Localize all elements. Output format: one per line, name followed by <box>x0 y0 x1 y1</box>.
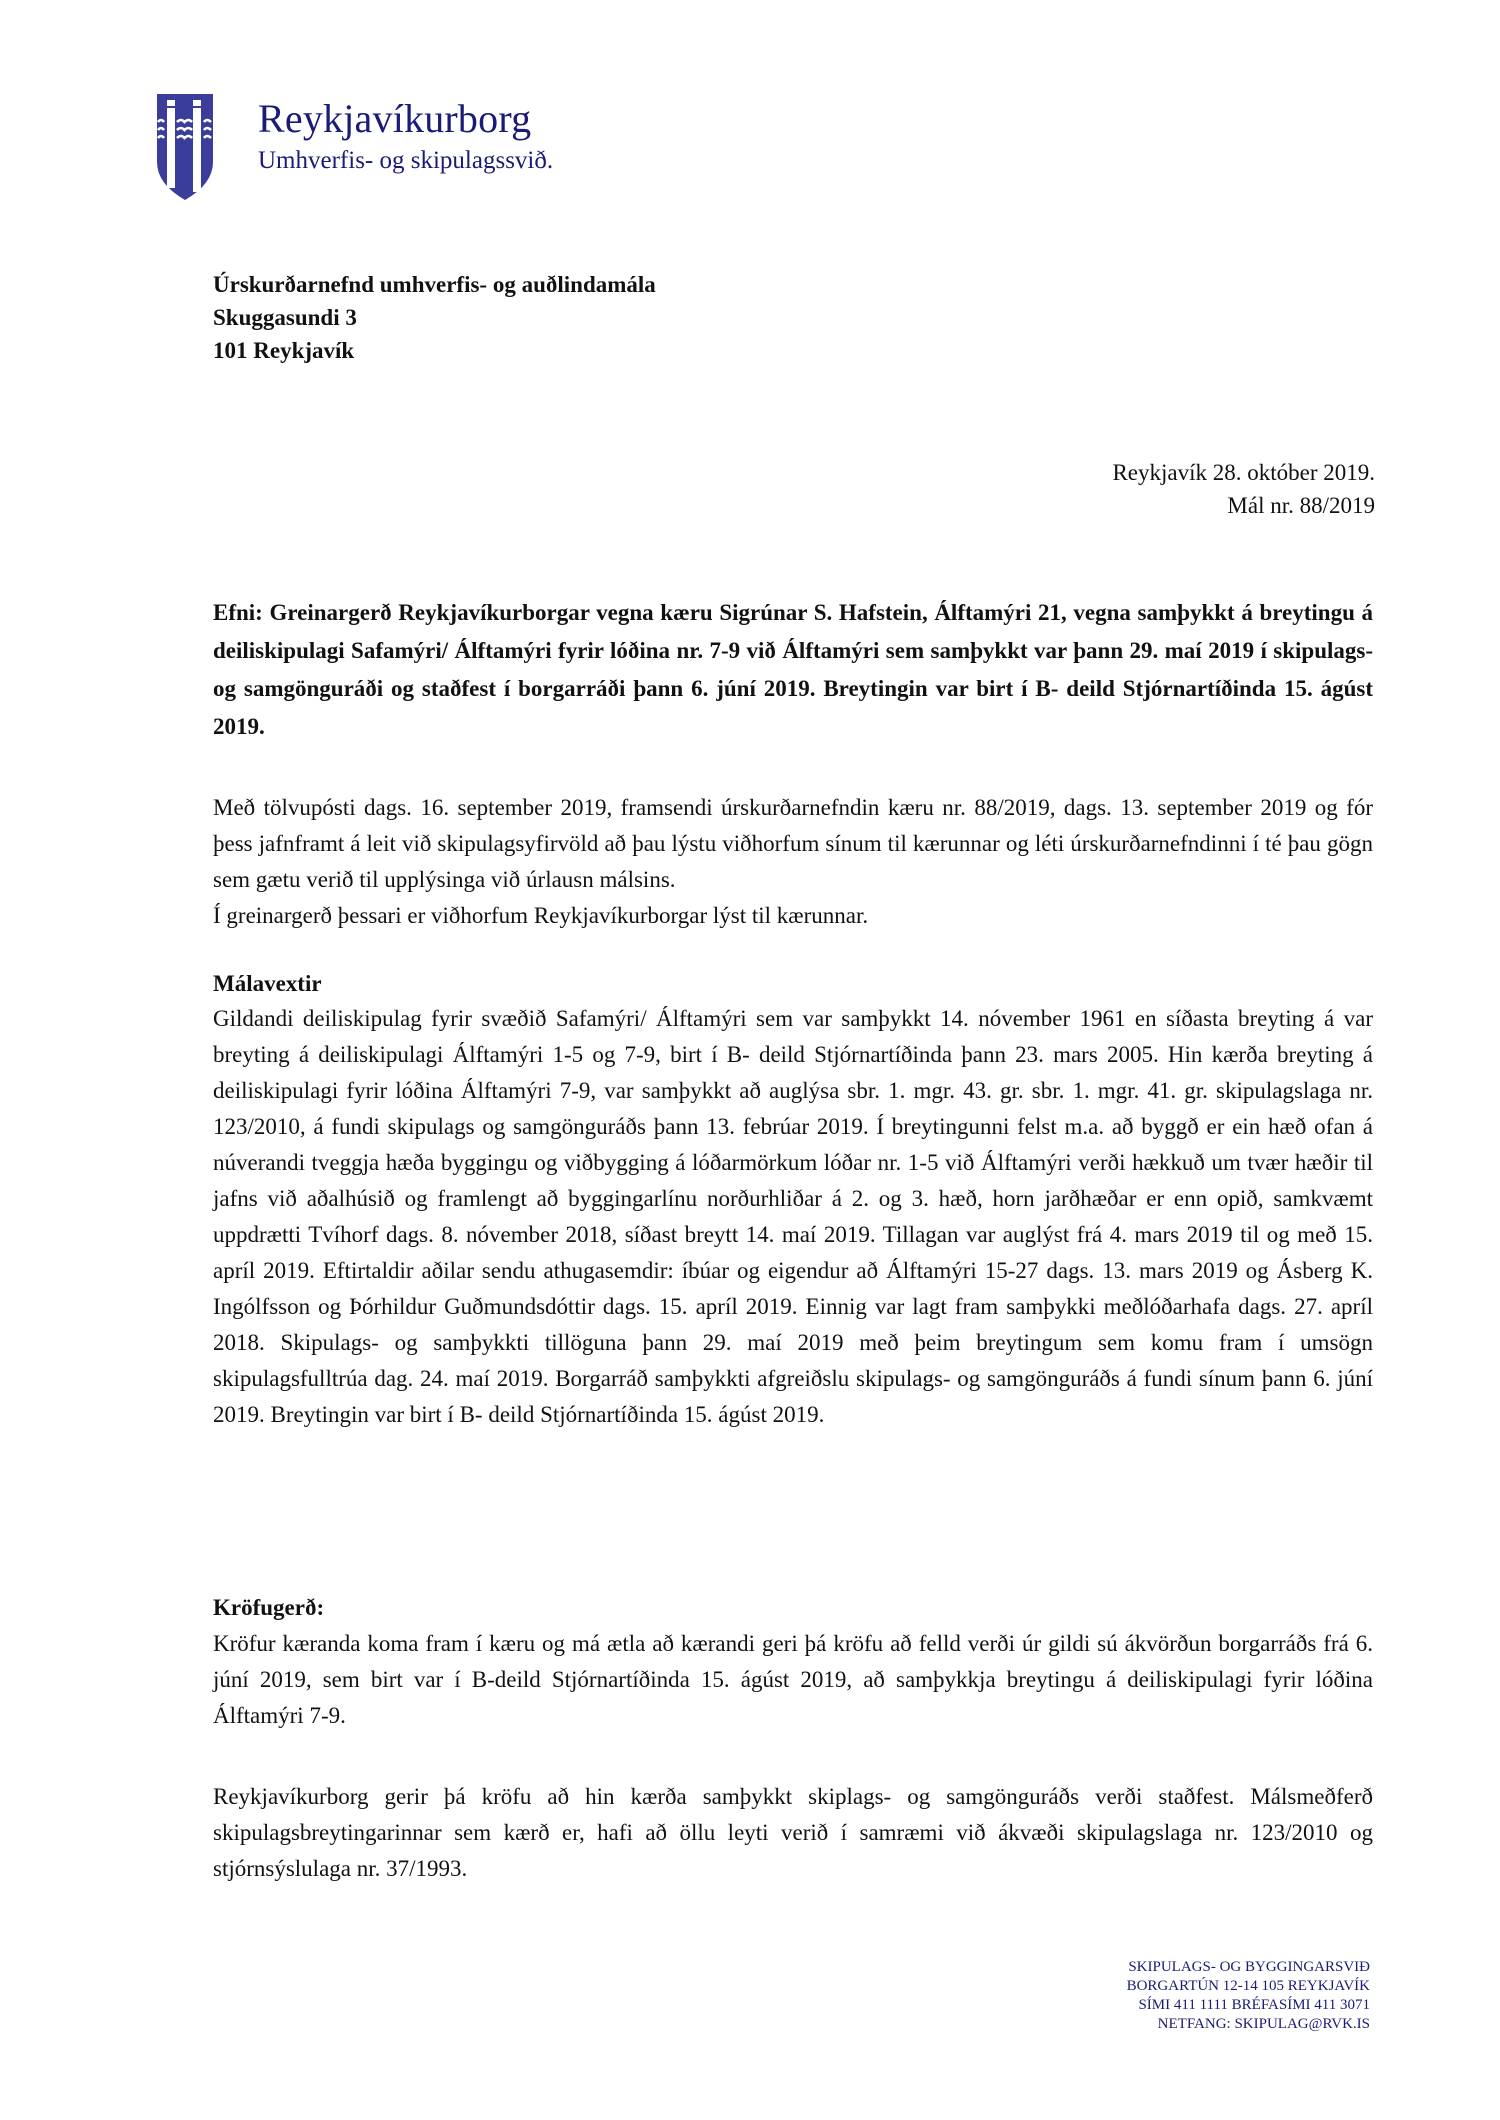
letterhead <box>258 95 553 177</box>
footer-email: NETFANG: SKIPULAG@RVK.IS <box>1157 2016 1370 2032</box>
date-block <box>1112 456 1375 522</box>
section-heading-malavextir: Málavextir <box>213 971 322 996</box>
department-name: Umhverfis- og skipulagssvið. <box>258 147 554 174</box>
malavextir-body: Gildandi deiliskipulag fyrir svæðið Safamýri/ Álftamýri sem var samþykkt 14. nóvember 1961 en síðasta breyting á var breyting á deiliskipulagi Álftamýri 1-5 og 7-9, birt í B- deild Stjórnartíðinda þann 23. mars 2005. Hin kærða breyting á deiliskipulagi fyrir lóðina Álftamýri 7-9, var samþykkt að auglýsa sbr. 1. mgr. 43. gr. sbr. 1. mgr. 41. gr. skipulagslaga nr. 123/2010, á fundi skipulags og samgönguráðs þann 13. febrúar 2019. Í breytingunni felst m.a. að byggð er ein hæð ofan á núverandi tveggja hæða byggingu og viðbygging á lóðarmörkum lóðar nr. 1-5 við Álftamýri verði hækkuð um tvær hæðir til jafns við aðalhúsið og framlengt að byggingarlínu norðurhliðar á 2. og 3. hæð, horn jarðhæðar er enn opið, samkvæmt uppdrætti Tvíhorf dags. 8. nóvember 2018, síðast breytt 14. maí 2019. Tillagan var auglýst frá 4. mars 2019 til og með 15. apríl 2019. Eftirtaldir aðilar sendu athugasemdir: íbúar og eigendur að Álftamýri 15-27 dags. 13. mars 2019 og Ásberg K. Ingólfsson og Þórhildur Guðmundsdóttir dags. 15. apríl 2019. Einnig var lagt fram samþykki meðlóðarhafa dags. 27. apríl 2018. Skipulags- og samþykkti tillöguna þann 29. maí 2019 með þeim breytingum sem komu fram í umsögn skipulagsfulltrúa dag. 24. maí 2019. Borgarráð samþykkti afgreiðslu skipulags- og samgönguráðs á fundi sínum þann 6. júní 2019. Breytingin var birt í B- deild Stjórnartíðinda 15. ágúst 2019. <box>213 1006 1373 1427</box>
footer-address: BORGARTÚN 12-14 105 REYKJAVÍK <box>1126 1978 1370 1994</box>
footer-department: SKIPULAGS- OG BYGGINGARSVIÐ <box>1128 1959 1370 1975</box>
intro-text-2: Í greinargerð þessari er viðhorfum Reykjavíkurborgar lýst til kærunnar. <box>213 903 869 928</box>
section-heading-krofugerd: Kröfugerð: <box>213 1595 325 1620</box>
subject-line: Efni: Greinargerð Reykjavíkurborgar vegna kæru Sigrúnar S. Hafstein, Álftamýri 21, vegna samþykkt á breytingu á deiliskipulagi Safamýri/ Álftamýri fyrir lóðina nr. 7-9 við Álftamýri sem samþykkt var þann 29. maí 2019 í skipulags- og samgönguráði og staðfest í borgarráði þann 6. júní 2019. Breytingin var birt í B- deild Stjórnartíðinda 15. ágúst 2019. <box>213 600 1373 739</box>
reykjavik-coat-of-arms-icon <box>155 92 215 202</box>
krofugerd-body-1: Kröfur kæranda koma fram í kæru og má ætla að kærandi geri þá kröfu að felld verði úr gildi sú ákvörðun borgarráðs frá 6. júní 2019, sem birt var í B-deild Stjórnartíðinda 15. ágúst 2019, að samþykkja breytingu á deiliskipulagi fyrir lóðina Álftamýri 7-9. <box>213 1631 1373 1728</box>
footer-contact <box>1127 1958 1370 2034</box>
recipient-city: 101 Reykjavík <box>213 338 355 363</box>
intro-text: Með tölvupósti dags. 16. september 2019, framsendi úrskurðarnefndin kæru nr. 88/2019, dags. 13. september 2019 og fór þess jafnframt á leit við skipulagsyfirvöld að þau lýstu viðhorfum sínum til kærunnar og léti úrskurðarnefndinni í té þau gögn sem gætu verið til upplýsinga við úrlausn málsins. <box>213 795 1373 892</box>
recipient-address <box>213 268 656 367</box>
case-number: Mál nr. 88/2019 <box>1227 493 1375 518</box>
intro-paragraph <box>213 790 1373 934</box>
organization-name: Reykjavíkurborg <box>258 96 532 141</box>
footer-phone: SÍMI 411 1111 BRÉFASÍMI 411 3071 <box>1138 1997 1370 2013</box>
recipient-street: Skuggasundi 3 <box>213 305 357 330</box>
letter-date: Reykjavík 28. október 2019. <box>1112 460 1375 485</box>
krofugerd-body-2: Reykjavíkurborg gerir þá kröfu að hin kærða samþykkt skiplags- og samgönguráðs verði staðfest. Málsmeðferð skipulagsbreytingarinnar sem kærð er, hafi að öllu leyti verið í samræmi við ákvæði skipulagslaga nr. 123/2010 og stjórnsýslulaga nr. 37/1993. <box>213 1784 1373 1881</box>
recipient-name: Úrskurðarnefnd umhverfis- og auðlindamála <box>213 272 656 297</box>
